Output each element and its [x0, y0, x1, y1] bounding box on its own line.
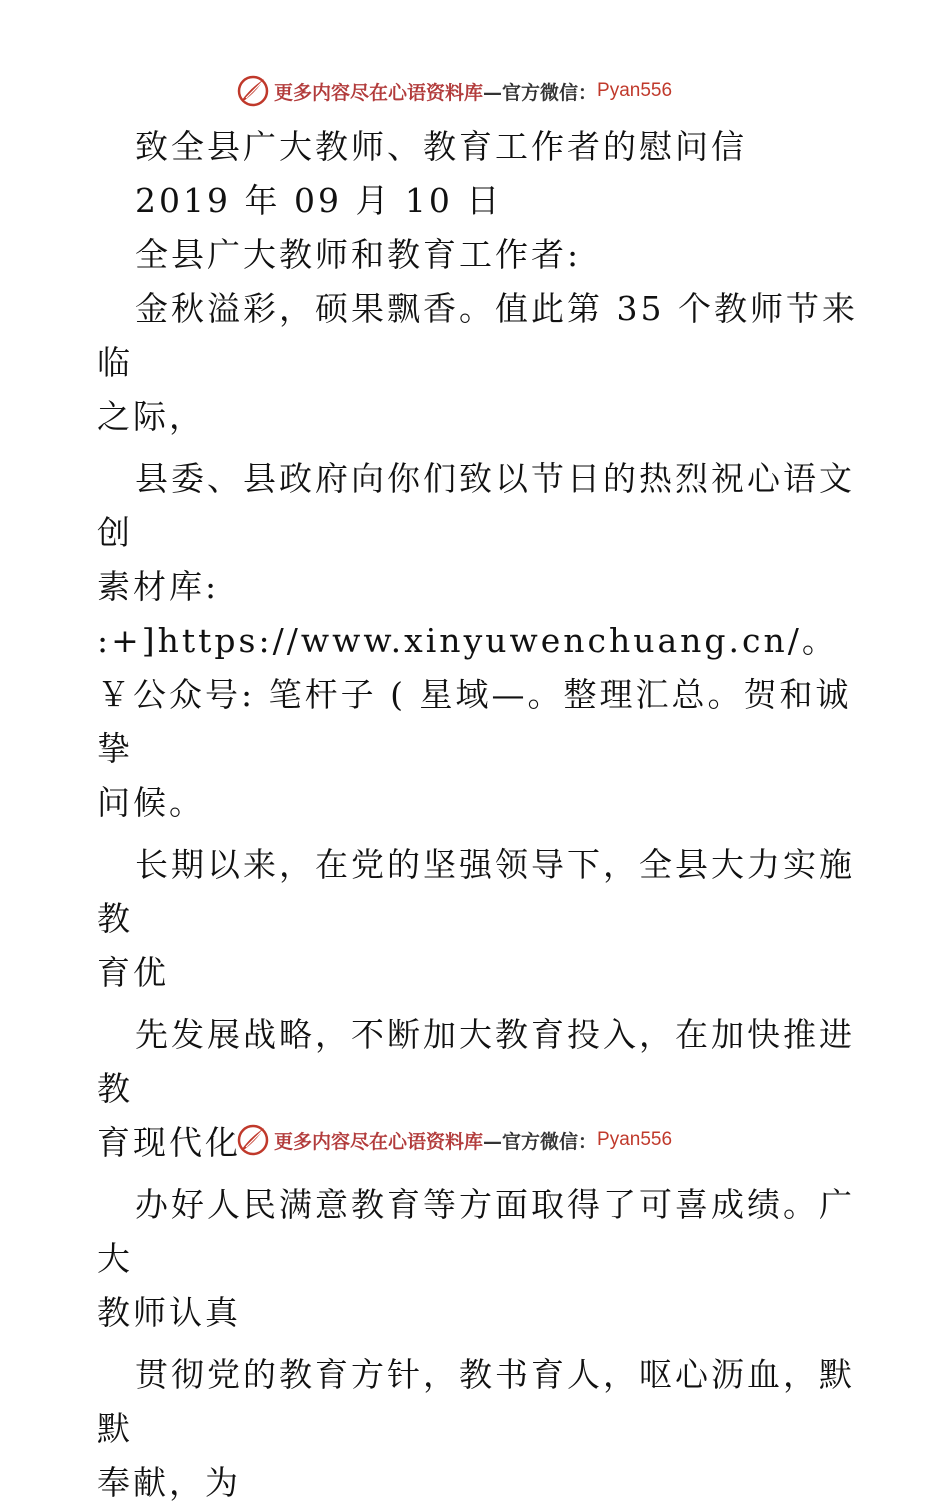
watermark-wechat-id: Pyan556 [597, 80, 673, 101]
watermark-separator: —官方微信： [483, 1130, 598, 1153]
watermark-text: 更多内容尽在心语资料库 [274, 1130, 484, 1153]
paragraph-2-line-1: 县委、县政府向你们致以节日的热烈祝心语文创 [97, 459, 855, 552]
letter-date: 2019 年 09 月 10 日 [135, 181, 503, 220]
quill-logo-icon [236, 1123, 270, 1157]
quill-logo-icon [236, 74, 270, 108]
paragraph-1-line-2: 之际， [97, 397, 205, 436]
watermark-text: 更多内容尽在心语资料库 [274, 81, 484, 104]
footer-watermark [236, 1122, 672, 1158]
paragraph-5-line-1: 办好人民满意教育等方面取得了可喜成绩。广大 [97, 1185, 855, 1278]
letter-body [97, 120, 867, 1510]
paragraph-6-line-1: 贯彻党的教育方针，教书育人，呕心沥血，默默 [97, 1355, 855, 1448]
watermark-wechat-id: Pyan556 [597, 1129, 673, 1150]
paragraph-4-line-2: 育现代化 [97, 1123, 241, 1162]
paragraph-2-line-3: ￥公众号: 笔杆子 ( 星域—。整理汇总。贺和诚挚 [97, 675, 852, 768]
paragraph-6-line-2: 奉献，为 [97, 1463, 241, 1502]
letter-title: 致全县广大教师、教育工作者的慰问信 [135, 127, 747, 166]
letter-salutation: 全县广大教师和教育工作者: [135, 235, 582, 274]
header-watermark [236, 73, 672, 109]
paragraph-3-line-2: 育优 [97, 953, 169, 992]
paragraph-3-line-1: 长期以来，在党的坚强领导下，全县大力实施教 [97, 845, 855, 938]
paragraph-2-line-2: 素材库: :+]https://www.xinyuwenchuang.cn/。 [97, 567, 838, 660]
watermark-separator: —官方微信： [483, 81, 598, 104]
paragraph-4-line-1: 先发展战略，不断加大教育投入，在加快推进教 [97, 1015, 855, 1108]
paragraph-5-line-2: 教师认真 [97, 1293, 241, 1332]
paragraph-1-line-1: 金秋溢彩，硕果飘香。值此第 35 个教师节来临 [97, 289, 858, 382]
paragraph-2-line-4: 问候。 [97, 783, 205, 822]
